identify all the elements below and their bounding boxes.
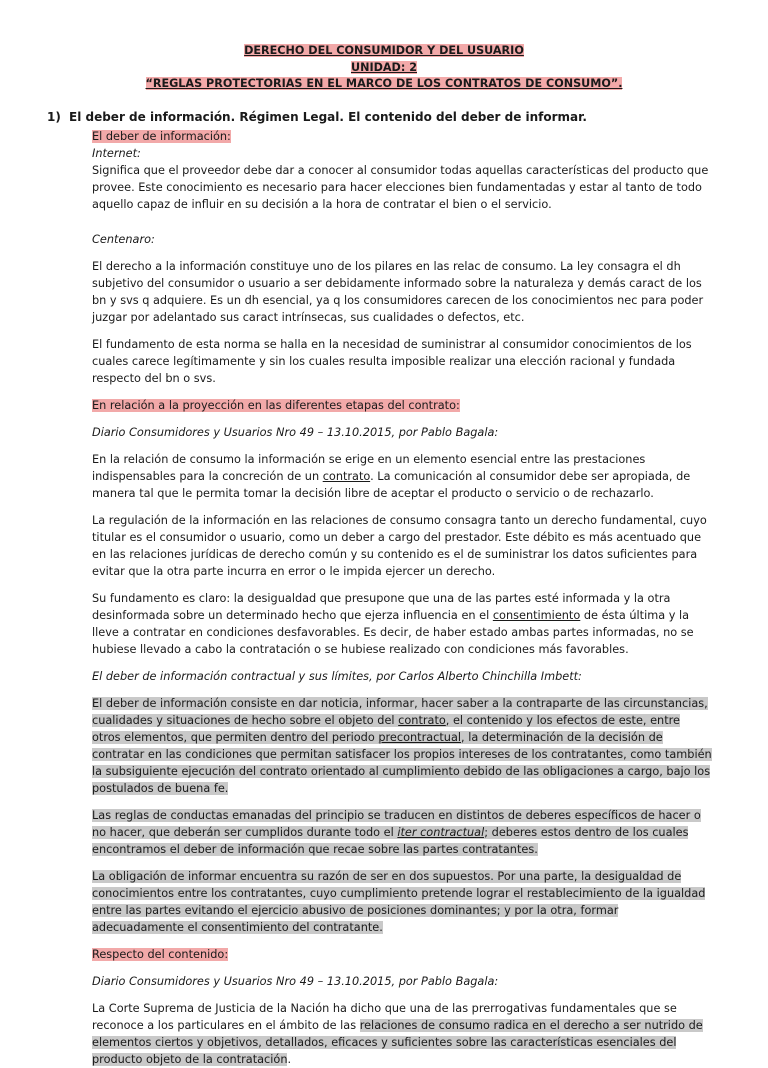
text-run: Su fundamento es claro: la desigualdad que presupone que una de las partes esté informada y la otra desinformada sobre un determinado hecho que ejerza influencia en el: [92, 592, 671, 622]
subheading-proyeccion-text: En relación a la proyección en las diferentes etapas del contrato:: [92, 399, 460, 412]
subheading-deber-text: El deber de información:: [92, 130, 231, 143]
text-run: .: [287, 1053, 292, 1066]
paragraph-chinchilla-2: [92, 807, 712, 858]
header-line-2: [0, 60, 768, 77]
subheading-proyeccion: [92, 397, 712, 414]
course-title: DERECHO DEL CONSUMIDOR Y DEL USUARIO: [244, 44, 524, 57]
text-run: ; deberes estos dentro de los cuales encontramos el deber de información que recae sobre las partes contratantes.: [92, 826, 689, 856]
header-line-1: [0, 43, 768, 60]
text-run: , el contenido y los efectos de este, entre otros elementos, que permiten dentro del periodo: [92, 714, 680, 744]
text-run: relaciones de consumo radica en el derecho a ser nutrido de elementos ciertos y objetivos, detallados, eficaces y suficientes sobre las características esenciales del producto objeto de la contratación: [92, 1019, 703, 1066]
link-contrato[interactable]: contrato: [322, 470, 371, 483]
paragraph-centenaro-2: El fundamento de esta norma se halla en la necesidad de suministrar al consumidor conocimientos de los cuales carece legítimamente y sin los cuales resulta imposible realizar una elección racional y fundada respecto del bn o svs.: [92, 338, 692, 385]
source-centenaro: Centenaro:: [92, 233, 155, 246]
paragraph-regulacion: La regulación de la información en las relaciones de consumo consagra tanto un derecho fundamental, cuyo titular es el consumidor o usuario, como un deber a cargo del prestador. Este débito es más acentuado que en las relaciones jurídicas de derecho común y su contenido es el de suministrar los datos suficientes para evitar que la otra parte incurra en error o le impida ejercer un derecho.: [92, 514, 707, 578]
section-heading: [47, 110, 587, 124]
header-line-3: [0, 76, 768, 93]
section-number: 1): [47, 110, 61, 124]
unit-label: UNIDAD: 2: [351, 60, 417, 74]
paragraph-chinchilla-1: [92, 695, 712, 797]
paragraph-fundamento: [92, 590, 712, 658]
document-body: [92, 128, 712, 1068]
link-contrato-2[interactable]: contrato: [398, 714, 446, 727]
paragraph-internet: Significa que el proveedor debe dar a conocer al consumidor todas aquellas características del producto que provee. Este conocimiento es necesario para hacer elecciones bien fundamentadas y estar al tanto de todo aquello capaz de influir en su decisión a la hora de contratar el bien o el servicio.: [92, 164, 709, 211]
link-iter-contractual[interactable]: iter contractual: [397, 826, 485, 839]
link-consentimiento[interactable]: consentimiento: [492, 609, 581, 622]
section-title: El deber de información. Régimen Legal. El contenido del deber de informar.: [69, 110, 587, 124]
subheading-contenido-text: Respecto del contenido:: [92, 948, 229, 961]
text-run: La Corte Suprema de Justicia de la Nación ha dicho que una de las prerrogativas fundamentales que se reconoce a los particulares en el ámbito de las: [92, 1002, 677, 1032]
paragraph-csjn: [92, 1000, 712, 1068]
text-run: , la determinación de la decisión de contratar en las condiciones que permitan satisfacer los propios intereses de los contratantes, como también la subsiguiente ejecución del contrato orientado al cumplimiento debido de las obligaciones a cargo, bajo los postulados de buena fe.: [92, 731, 712, 795]
source-chinchilla: El deber de información contractual y sus límites, por Carlos Alberto Chinchilla Imbett:: [92, 670, 582, 683]
paragraph-chinchilla-3: [92, 868, 712, 936]
text-run: En la relación de consumo la información se erige en un elemento esencial entre las prestaciones indispensables para la concreción de un: [92, 453, 646, 483]
document-header: [0, 0, 768, 93]
source-diario-2: Diario Consumidores y Usuarios Nro 49 – 13.10.2015, por Pablo Bagala:: [92, 975, 499, 988]
link-precontractual[interactable]: precontractual: [378, 731, 462, 744]
text-run: Las reglas de conductas emanadas del principio se traducen en distintos de deberes específicos de hacer o no hacer, que deberán ser cumplidos durante todo el: [92, 809, 701, 839]
paragraph-centenaro-1: El derecho a la información constituye uno de los pilares en las relac de consumo. La ley consagra el dh subjetivo del consumidor o usuario a ser debidamente informado sobre la naturaleza y demás caract de los bn y svs q adquiere. Es un dh esencial, ya q los consumidores carecen de los conocimientos nec para poder juzgar por adelantado sus caract intrínsecas, sus cualidades o defectos, etc.: [92, 260, 704, 324]
paragraph-diario-1: [92, 451, 712, 502]
unit-title: “REGLAS PROTECTORIAS EN EL MARCO DE LOS CONTRATOS DE CONSUMO”.: [145, 77, 623, 90]
text-run: de ésta última y la lleve a contratar en condiciones desfavorables. Es decir, de haber estado ambas partes informadas, no se hubiese llevado a cabo la contratación o se hubiese realizado con condiciones más favorables.: [92, 609, 694, 656]
subheading-deber: [92, 128, 712, 145]
source-internet: Internet:: [92, 147, 141, 160]
source-diario-1: Diario Consumidores y Usuarios Nro 49 – 13.10.2015, por Pablo Bagala:: [92, 426, 499, 439]
text-run: La obligación de informar encuentra su razón de ser en dos supuestos. Por una parte, la desigualdad de conocimientos entre los contratantes, cuyo cumplimiento pretende lograr el restablecimiento de la igualdad entre las partes evitando el ejercicio abusivo de posiciones dominantes; y por la otra, formar adecuadamente el consentimiento del contratante.: [92, 870, 706, 934]
text-run: El deber de información consiste en dar noticia, informar, hacer saber a la contraparte de las circunstancias, cualidades y situaciones de hecho sobre el objeto del: [92, 697, 708, 727]
subheading-contenido: [92, 946, 712, 963]
text-run: . La comunicación al consumidor debe ser apropiada, de manera tal que le permita tomar la decisión libre de aceptar el producto o servicio o de rechazarlo.: [92, 470, 691, 500]
